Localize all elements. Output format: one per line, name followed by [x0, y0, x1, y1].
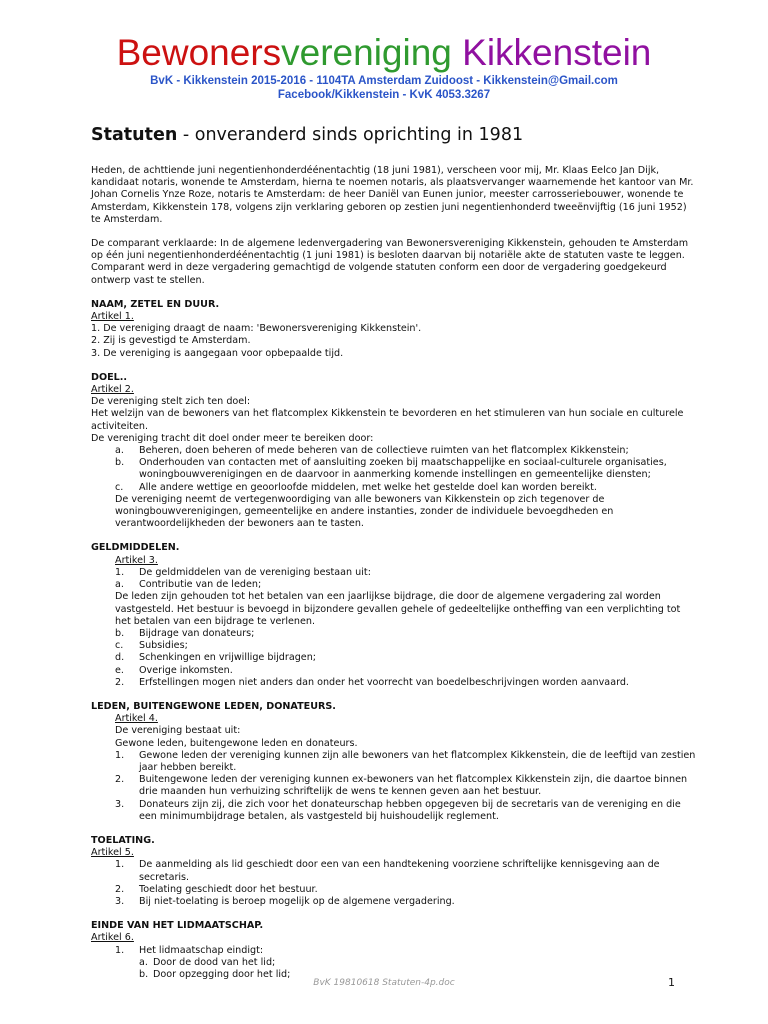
article-1-label: Artikel 1.: [91, 311, 134, 323]
list-item: 2. Buitengewone leden der vereniging kunnen ex-bewoners van het flatcomplex Kikkenstein zijn, die daartoe binnen drie maanden hun verhuizing schriftelijk de wens te kennen geven aan het bestuur.: [115, 774, 688, 798]
list-item: 3. Bij niet-toelating is beroep mogelijk op de algemene vergadering.: [115, 895, 455, 907]
article-1-item-2: 2. Zij is gevestigd te Amsterdam.: [91, 335, 251, 347]
article-2-label: Artikel 2.: [91, 384, 134, 396]
list-item: a. Beheren, doen beheren of mede beheren van de collectieve ruimten van het flatcomplex Kikkenstein;: [115, 445, 629, 457]
page-number: 1: [668, 976, 675, 989]
article-3-label: Artikel 3.: [115, 554, 158, 566]
article-2-line-2: Het welzijn van de bewoners van het flatcomplex Kikkenstein te bevorderen en het stimuleren van hun sociale en culturele activiteiten.: [91, 408, 684, 432]
list-item: d. Schenkingen en vrijwillige bijdragen;: [115, 652, 317, 664]
contact-line-2: Facebook/Kikkenstein - KvK 4053.3267: [277, 89, 491, 101]
article-3-paragraph: De leden zijn gehouden tot het betalen van een jaarlijkse bijdrage, die door de algemene vergadering zal worden vastgesteld. Het bestuur is bevoegd in bijzondere gevallen gehele of gedeeltelijke ontheffing van een verplichting tot het betalen van een bijdrage te verlenen.: [115, 591, 681, 627]
list-item: 2. Toelating geschiedt door het bestuur.: [115, 883, 318, 895]
contact-line-1: BvK - Kikkenstein 2015-2016 - 1104TA Amsterdam Zuidoost - Kikkenstein@Gmail.com: [150, 75, 618, 87]
list-item: a. Door de dood van het lid;: [139, 956, 276, 968]
article-5-label: Artikel 5.: [91, 847, 134, 859]
article-4-label: Artikel 4.: [115, 713, 158, 725]
list-item: c. Alle andere wettige en geoorloofde middelen, met welke het gestelde doel kan worden bereikt.: [115, 481, 597, 493]
heading-rest: - onveranderd sinds oprichting in 1981: [177, 125, 524, 145]
section-heading-leden: LEDEN, BUITENGEWONE LEDEN, DONATEURS.: [91, 700, 336, 712]
article-4-line-2: Gewone leden, buitengewone leden en donateurs.: [115, 737, 358, 749]
list-item: b. Onderhouden van contacten met of aansluiting zoeken bij maatschappelijke en sociaal-culturele organisaties, woningbouwverenigingen en de daarvoor in aanmerking komende instellingen en gemeentelijke diensten;: [115, 457, 667, 481]
section-heading-naam: NAAM, ZETEL EN DUUR.: [91, 298, 220, 310]
article-2-line-1: De vereniging stelt zich ten doel:: [91, 396, 251, 408]
organization-title: [0, 30, 768, 76]
title-part-2: vereniging: [281, 32, 452, 73]
article-1-item-1: 1. De vereniging draagt de naam: 'Bewonersvereniging Kikkenstein'.: [91, 323, 422, 335]
title-part-3: Kikkenstein: [462, 32, 652, 73]
section-heading-einde: EINDE VAN HET LIDMAATSCHAP.: [91, 920, 264, 932]
list-item: a. Contributie van de leden;: [115, 579, 262, 591]
article-2-line-3: De vereniging tracht dit doel onder meer te bereiken door:: [91, 432, 374, 444]
article-1-item-3: 3. De vereniging is aangegaan voor opbepaalde tijd.: [91, 347, 344, 359]
list-item: 3. Donateurs zijn zij, die zich voor het donateurschap hebben opgegeven bij de secretaris van de vereniging en die een minimumbijdrage betalen, als vastgesteld bij huishoudelijk reglement.: [115, 798, 681, 822]
footer-filename: BvK 19810618 Statuten-4p.doc: [313, 978, 455, 988]
list-item: e. Overige inkomsten.: [115, 664, 233, 676]
section-heading-doel: DOEL..: [91, 371, 128, 383]
intro-paragraph-1: Heden, de achttiende juni negentienhonderdéénentachtig (18 juni 1981), verscheen voor mij, Mr. Klaas Eelco Jan Dijk, kandidaat notaris, wonende te Amsterdam, hierna te noemen notaris, als plaatsvervanger waarnemende het kantoor van Mr. Johan Cornelis Ynze Roze, notaris te Amsterdam: de heer Daniël van Eunen junior, meester carrosseriebouwer, wonende te Amsterdam, Kikkenstein 178, volgens zijn verklaring geboren op zestien juni negentienhonderd tweeënvijftig (16 juni 1952) te Amsterdam.: [91, 165, 694, 225]
list-item: 1. De aanmelding als lid geschiedt door een van een handtekening voorziene schriftelijke kennisgeving aan de secretaris.: [115, 859, 660, 883]
title-part-1: Bewoners: [116, 32, 282, 73]
list-item: 1. Het lidmaatschap eindigt:: [115, 944, 264, 956]
list-item: b. Bijdrage van donateurs;: [115, 627, 255, 639]
document-body: [91, 165, 696, 981]
intro-paragraph-2: De comparant verklaarde: In de algemene ledenvergadering van Bewonersvereniging Kikkenstein, gehouden te Amsterdam op één juni negentienhonderdéénentachtig (1 juni 1981) is besloten daarvan bij notariële akte de statuten vaste te leggen. Comparant werd in deze vergadering gemachtigd de volgende statuten conform een door de vergadering goedgekeurd ontwerp vast te stellen.: [91, 238, 689, 286]
list-item: 1. De geldmiddelen van de vereniging bestaan uit:: [115, 566, 371, 578]
list-item: c. Subsidies;: [115, 640, 188, 652]
heading-bold: Statuten: [91, 125, 178, 145]
list-item: 2. Erfstellingen mogen niet anders dan onder het voorrecht van boedelbeschrijvingen worden aanvaard.: [115, 676, 629, 688]
document-heading: [91, 124, 523, 146]
article-2-line-4: De vereniging neemt de vertegenwoordiging van alle bewoners van Kikkenstein op zich tegenover de woningbouwverenigingen, gemeentelijke en andere instanties, zonder de individuele bevoegdheden en verantwoordelijkheden der bewoners aan te tasten.: [115, 493, 614, 530]
article-4-line-1: De vereniging bestaat uit:: [115, 725, 241, 737]
section-heading-toelating: TOELATING.: [91, 834, 155, 846]
article-6-label: Artikel 6.: [91, 932, 134, 944]
list-item: 1. Gewone leden der vereniging kunnen zijn alle bewoners van het flatcomplex Kikkenstein, die de leeftijd van zestien jaar hebben bereikt.: [115, 749, 696, 773]
section-heading-geldmiddelen: GELDMIDDELEN.: [91, 542, 180, 554]
list-item: b. Door opzegging door het lid;: [139, 968, 291, 980]
